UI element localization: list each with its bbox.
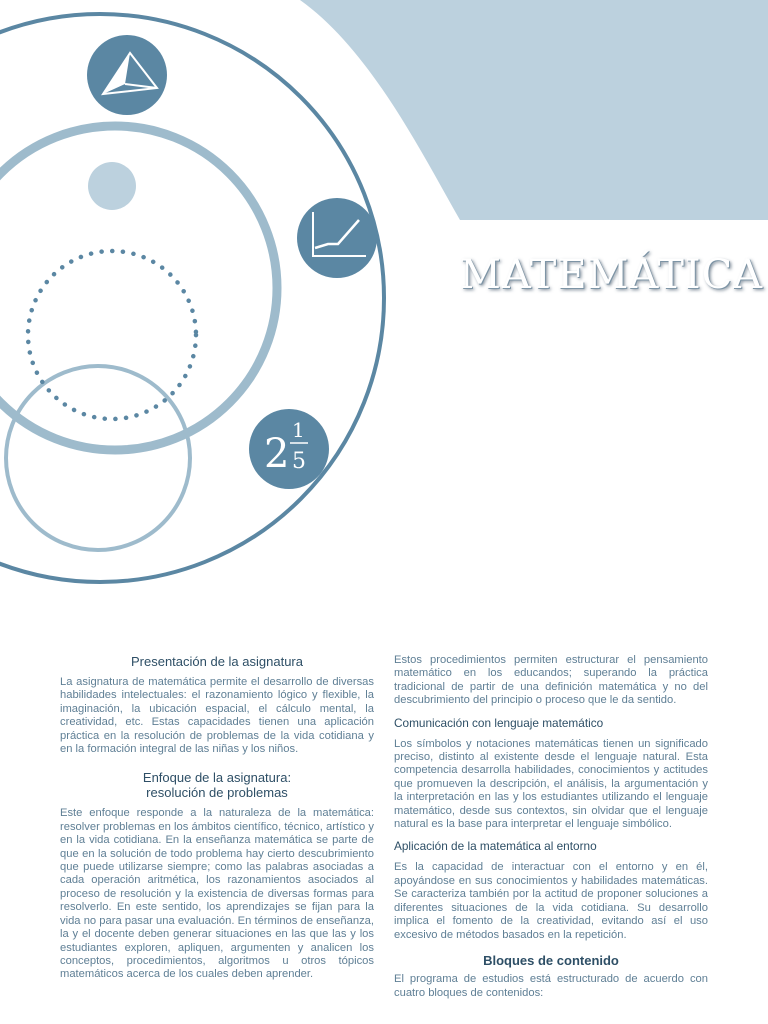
lower-ring [6, 366, 190, 550]
enfoque-heading-line2: resolución de problemas [146, 785, 288, 801]
aplicacion-text: Es la capacidad de interactuar con el entorno y en él, apoyándose en sus conocimientos y habilidades matemáticas. Se caracteriza también por la actitud de proponer soluciones a diferentes situaciones de la vida cotidiana. Su desarrollo implica el fomento de la creatividad, evitando así el uso excesivo de métodos basados en la repetición. [394, 861, 708, 941]
aplicacion-heading: Aplicación de la matemática al entorno [394, 839, 597, 854]
enfoque-heading-line1: Enfoque de la asignatura: [142, 770, 292, 786]
right-column [394, 654, 708, 1024]
outer-ring [0, 14, 384, 582]
fraction-icon [249, 409, 329, 489]
enfoque-heading [60, 770, 374, 800]
procedimientos-text: Estos procedimientos permiten estructurar el pensamiento matemático en los educandos; superando la práctica tradicional de partir de una definición matemática y no del descubrimiento del principio o proceso que le da sentido. [394, 654, 708, 707]
comunicacion-text: Los símbolos y notaciones matemáticas tienen un significado preciso, distinto al existente desde el lenguaje natural. Esta competencia desarrolla habilidades, conocimientos y actitudes que promueven la descripción, el análisis, la argumentación y la interpretación en las y los estudiantes utilizando el lenguaje matemático, desde sus contextos, sin olvidar que el lenguaje natural es la base para interpretar el lenguaje simbólico. [394, 737, 708, 831]
fraction-numerator: 1 [292, 418, 305, 442]
fraction-denominator: 5 [292, 449, 306, 474]
line-graph-icon [297, 198, 377, 278]
inner-ring [0, 126, 277, 450]
presentacion-heading: Presentación de la asignatura [130, 654, 303, 669]
bloques-heading: Bloques de contenido [483, 952, 619, 968]
presentacion-text: La asignatura de matemática permite el desarrollo de diversas habilidades intelectuales: el razonamiento lógico y flexible, la imaginación, la ubicación espacial, el cálculo mental, la creatividad, etc. Estas capacidades tienen una aplicación práctica en la resolución de problemas de la vida cotidiana y en la formación integral de las niñas y los niños. [60, 676, 374, 756]
header-panel [300, 0, 768, 220]
small-dot [88, 162, 136, 210]
enfoque-text: Este enfoque responde a la naturaleza de la matemática: resolver problemas en los ámbitos científico, técnico, artístico y en la vida cotidiana. En la enseñanza matemática se parte de que en la solución de todo problema hay cierto descubrimiento que puede utilizarse siempre; como las palabras asociadas a cada operación aritmética, los razonamientos asociados al proceso de resolución y la existencia de diversas formas para resolverlo. En este sentido, los aprendizajes se fijan para la vida no para pasar una evaluación. En términos de enseñanza, la y el docente deben generar situaciones en las que las y los estudiantes exploren, apliquen, argumenten y analicen los conceptos, procedimientos, algoritmos u otros tópicos matemáticos acerca de los cuales deben aprender. [60, 807, 374, 981]
comunicacion-heading: Comunicación con lenguaje matemático [394, 715, 604, 730]
pyramid-icon [87, 35, 167, 115]
dotted-circle [28, 251, 196, 419]
bloques-text: El programa de estudios está estructurado de acuerdo con cuatro bloques de contenidos: [394, 973, 708, 999]
fraction-whole: 2 [264, 431, 290, 477]
page-title: MATEMÁTICA [460, 252, 764, 298]
left-column [60, 654, 374, 990]
